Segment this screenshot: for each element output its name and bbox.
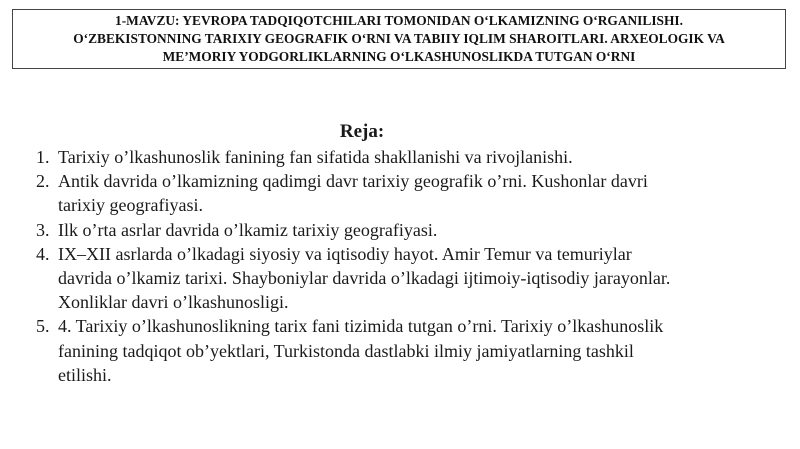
plan-item-2 — [36, 169, 686, 217]
plan-item-text: 4. Tarixiy o’lkashunoslikning tarix fani tizimida tutgan o’rni. Tarixiy o’lkashunoslik fanining tadqiqot ob’yektlari, Turkistonda dastlabki ilmiy jamiyatlarning tashkil etilishi. — [58, 316, 664, 385]
plan-heading: Reja: — [339, 121, 385, 142]
plan-item-3 — [36, 218, 686, 242]
plan-item-4 — [36, 242, 686, 315]
plan-list — [36, 145, 686, 387]
plan-item-number: 1. — [36, 147, 50, 167]
plan-item-number: 3. — [36, 219, 50, 240]
plan-item-text: IX–XII asrlarda o’lkadagi siyosiy va iqtisodiy hayot. Amir Temur va temuriylar davrida o’lkamiz tarixi. Shayboniylar davrida o’lkadagi ijtimoiy-iqtisodiy jarayonlar. Xonliklar davri o’lkashunosligi. — [58, 243, 671, 313]
page-title: 1-MAVZU: YEVROPA TADQIQOTCHILARI TOMONIDAN OʻLKAMIZNING OʻRGANILISHI. OʻZBEKISTONNING TARIXIY GEOGRAFIK OʻRNI VA TABIIY IQLIM SHAROITLARI. ARXEOLOGIK VA MEʼMORIY YODGORLIKLARNING OʻLKASHUNOSLIKDA TUTGAN OʻRNI — [73, 13, 725, 64]
plan-item-number: 5. — [36, 316, 50, 337]
title-box — [12, 9, 786, 69]
plan-item-text: Ilk o’rta asrlar davrida o’lkamiz tarixiy geografiyasi. — [58, 219, 438, 240]
plan-item-text: Tarixiy o’lkashunoslik fanining fan sifatida shakllanishi va rivojlanishi. — [58, 147, 573, 167]
plan-item-5 — [36, 314, 686, 387]
plan-item-1 — [36, 145, 686, 169]
plan-item-number: 2. — [36, 171, 50, 192]
plan-item-text: Antik davrida o’lkamizning qadimgi davr tarixiy geografik o’rni. Kushonlar davri tarixiy geografiyasi. — [58, 171, 648, 216]
plan-item-number: 4. — [36, 243, 50, 264]
